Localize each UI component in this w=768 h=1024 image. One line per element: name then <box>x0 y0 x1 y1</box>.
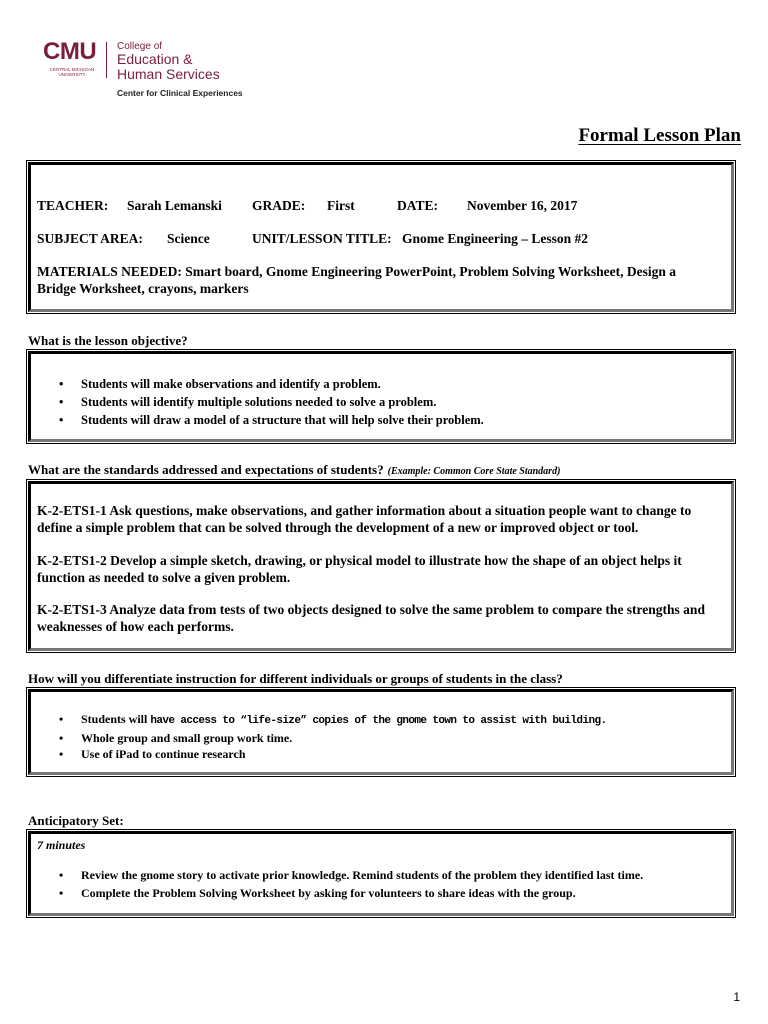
list-item <box>31 711 606 730</box>
standards-example: (Example: Common Core State Standard) <box>387 466 561 477</box>
teacher-label: TEACHER: <box>37 198 109 213</box>
logo-divider <box>106 42 107 78</box>
list-item: • Students will draw a model of a structure that will help solve their problem. <box>31 411 484 429</box>
objective-question: What is the lesson objective? <box>28 333 188 348</box>
anticipatory-minutes: 7 minutes <box>37 838 86 852</box>
subject-label: SUBJECT AREA: <box>37 231 143 246</box>
list-item: • Students will make observations and identify a problem. <box>31 375 484 393</box>
list-item: • Students will identify multiple solutions needed to solve a problem. <box>31 393 484 411</box>
objective-list <box>31 375 484 429</box>
logo-college-text <box>117 41 220 82</box>
grade-value: First <box>327 198 355 213</box>
teacher-row <box>37 198 577 214</box>
date-label: DATE: <box>397 198 439 213</box>
standard-item: K-2-ETS1-2 Develop a simple sketch, drawing, or physical model to illustrate how the shape of an object helps it function as needed to solve a given problem. <box>37 553 682 585</box>
document-title: Formal Lesson Plan <box>578 125 741 146</box>
materials-value: Smart board, Gnome Engineering PowerPoint, Problem Solving Worksheet, Design a Bridge Worksheet, crayons, markers <box>37 264 677 296</box>
list-item: • Use of iPad to continue research <box>31 746 606 763</box>
anticipatory-list <box>31 867 643 902</box>
list-item: • Review the gnome story to activate prior knowledge. Remind students of the problem they identified last time. <box>31 867 643 885</box>
differentiation-list <box>31 711 606 763</box>
cmu-logo <box>43 40 253 102</box>
date-value: November 16, 2017 <box>467 198 578 213</box>
logo-cmu-text: CMU <box>43 38 97 65</box>
logo-college-line2: Education & <box>117 51 193 67</box>
unit-value: Gnome Engineering – Lesson #2 <box>402 231 589 246</box>
unit-label: UNIT/LESSON TITLE: <box>252 231 392 246</box>
differentiation-box <box>28 689 734 775</box>
teacher-value: Sarah Lemanski <box>127 198 222 213</box>
anticipatory-heading: Anticipatory Set: <box>28 813 124 828</box>
subject-row <box>37 231 588 247</box>
logo-college-line3: Human Services <box>117 66 220 82</box>
list-item: • Complete the Problem Solving Worksheet by asking for volunteers to share ideas with the group. <box>31 885 643 903</box>
materials-text <box>37 263 717 297</box>
standard-item: K-2-ETS1-1 Ask questions, make observations, and gather information about a situation people want to change to define a simple problem that can be solved through the development of a new or improved object or tool. <box>37 503 692 535</box>
standards-question-text: What are the standards addressed and expectations of students? <box>28 462 384 477</box>
objective-box <box>28 351 734 442</box>
diff-item1-start: Students will <box>81 712 151 726</box>
diff-item1-rest: have access to “life-size” copies of the gnome town to assist with building. <box>150 715 607 727</box>
page-number: 1 <box>733 990 740 1004</box>
lesson-header-box <box>28 162 734 312</box>
differentiation-question: How will you differentiate instruction for different individuals or groups of students in the class? <box>28 671 563 686</box>
anticipatory-box <box>28 831 734 916</box>
logo-university-text: CENTRAL MICHIGAN UNIVERSITY <box>49 67 95 77</box>
list-item: • Whole group and small group work time. <box>31 730 606 747</box>
logo-college-line1: College of <box>117 41 163 52</box>
standard-item: K-2-ETS1-3 Analyze data from tests of two objects designed to solve the same problem to compare the strengths and weaknesses of how each performs. <box>37 602 705 634</box>
standards-box <box>28 481 734 651</box>
materials-label: MATERIALS NEEDED: <box>37 264 182 279</box>
standards-question <box>28 462 560 478</box>
grade-label: GRADE: <box>252 198 306 213</box>
subject-value: Science <box>167 231 210 246</box>
logo-center-text: Center for Clinical Experiences <box>117 88 243 98</box>
